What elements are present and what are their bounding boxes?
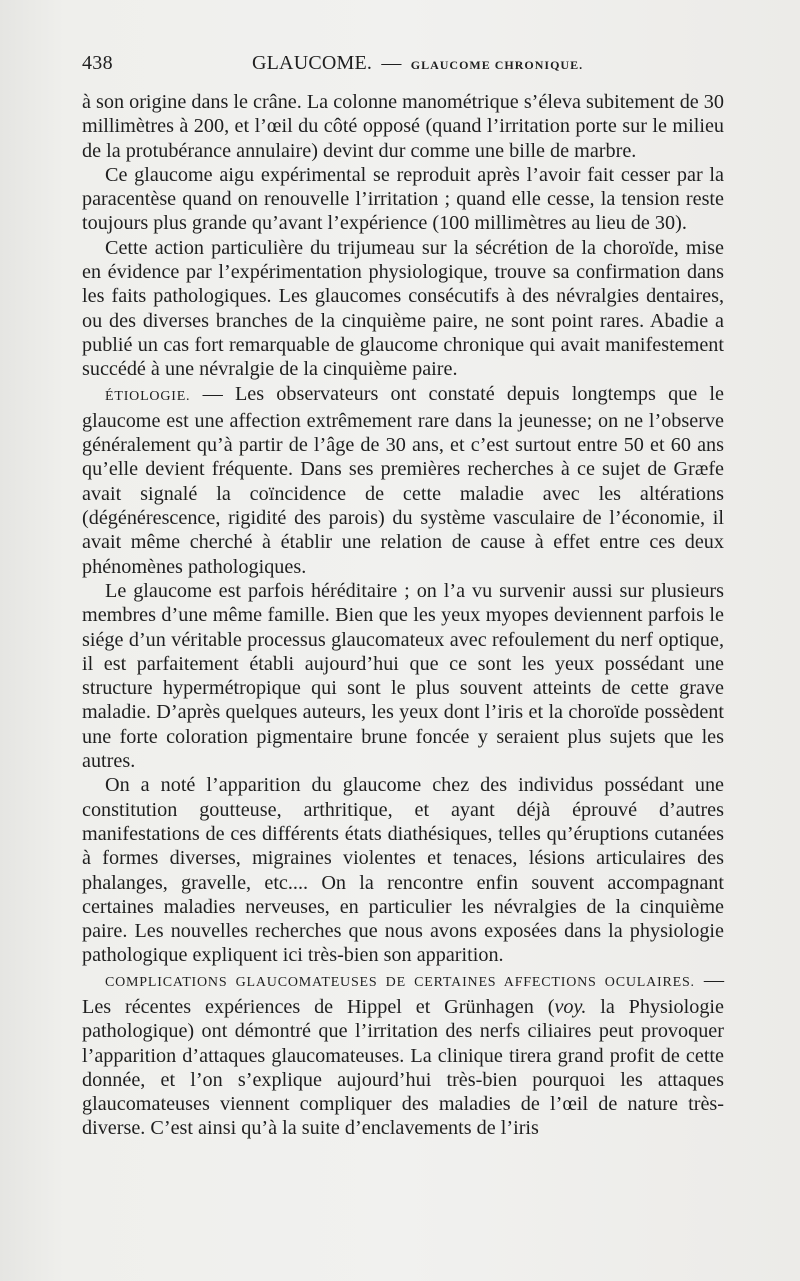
paragraph-etiologie-text: — Les observateurs ont constaté depuis longtemps que le glaucome est une affection extrêmement rare dans la jeunesse; on ne l’observe généralement qu’à partir de l’âge de 30 ans, et c’est surtout entre 50 et 60 ans qu’elle devient fréquente. Dans ses premières recherches à ce sujet de Græfe avait signalé la coïncidence de cette maladie avec les altérations (dégénérescence, rigidité des parois) du système vasculaire de l’économie, il avait même cherché à établir une relation de cause à effet entre ces deux phénomènes pathologiques.	[82, 382, 724, 578]
paragraph-2: Ce glaucome aigu expérimental se reproduit après l’avoir fait cesser par la paracentèse quand on renouvelle l’irritation ; quand elle cesse, la tension reste toujours plus grande qu’avant l’expérience (100 millimètres au lieu de 30).	[82, 163, 724, 235]
paragraph-complications	[82, 968, 724, 1141]
running-title-main: GLAUCOME.	[252, 52, 373, 74]
page-number: 438	[82, 52, 113, 74]
paragraph-3: Cette action particulière du trijumeau sur la sécrétion de la choroïde, mise en évidence par l’expérimentation physiologique, trouve sa confirmation dans les faits pathologiques. Les glaucomes consécutifs à des névralgies dentaires, ou des diverses branches de la cinquième paire, ne sont point rares. Abadie a publié un cas fort remarquable de glaucome chronique qui avait manifestement succédé à une névralgie de la cinquième paire.	[82, 236, 724, 381]
running-header	[82, 52, 724, 80]
paragraph-etiologie	[82, 382, 724, 579]
running-title	[252, 52, 583, 75]
running-title-separator: —	[381, 52, 402, 74]
body-text	[82, 90, 724, 1141]
paragraph-heredite: Le glaucome est parfois héréditaire ; on l’a vu survenir aussi sur plusieurs membres d’une même famille. Bien que les yeux myopes deviennent parfois le siége d’un véritable processus glaucomateux avec refoulement du nerf optique, il est parfaitement établi aujourd’hui que ce sont les yeux possédant une structure hypermétropique qui sont le plus souvent atteints de cette grave maladie. D’après quelques auteurs, les yeux dont l’iris et la choroïde possèdent une forte coloration pigmentaire brune foncée y seraient plus sujets que les autres.	[82, 579, 724, 773]
paragraph-complications-italic: voy.	[554, 995, 587, 1018]
section-heading-complications: COMPLICATIONS GLAUCOMATEUSES DE CERTAINES AFFECTIONS OCULAIRES.	[105, 974, 695, 990]
paragraph-1: à son origine dans le crâne. La colonne manométrique s’éleva subitement de 30 millimètres à 200, et l’œil du côté opposé (quand l’irritation porte sur le milieu de la protubérance annulaire) devint dur comme une bille de marbre.	[82, 91, 724, 162]
section-heading-etiologie: ÉTIOLOGIE.	[105, 388, 191, 404]
paragraph-complications-text-1: — Les récentes expériences de Hippel et Grünhagen (	[82, 968, 725, 1018]
running-title-sub: GLAUCOME CHRONIQUE.	[410, 58, 584, 72]
paragraph-complications-text-2: la Physiologie pathologique) ont démontré que l’irritation des nerfs ciliaires peut provoquer l’apparition d’attaques glaucomateuses. La clinique tirera grand profit de cette donnée, et l’on s’explique aujourd’hui très-bien pourquoi les attaques glaucomateuses viennent compliquer des maladies de l’œil de nature très-diverse. C’est ainsi qu’à la suite d’enclavements de l’iris	[82, 995, 724, 1140]
paragraph-constitution: On a noté l’apparition du glaucome chez des individus possédant une constitution goutteuse, arthritique, et ayant déjà éprouvé d’autres manifestations de ces différents états diathésiques, telles qu’éruptions cutanées à formes diverses, migraines violentes et tenaces, lésions articulaires des phalanges, gravelle, etc.... On la rencontre enfin souvent accompagnant certaines maladies nerveuses, en particulier les névralgies de la cinquième paire. Les nouvelles recherches que nous avons exposées dans la physiologie pathologique expliquent ici très-bien son apparition.	[82, 774, 724, 967]
